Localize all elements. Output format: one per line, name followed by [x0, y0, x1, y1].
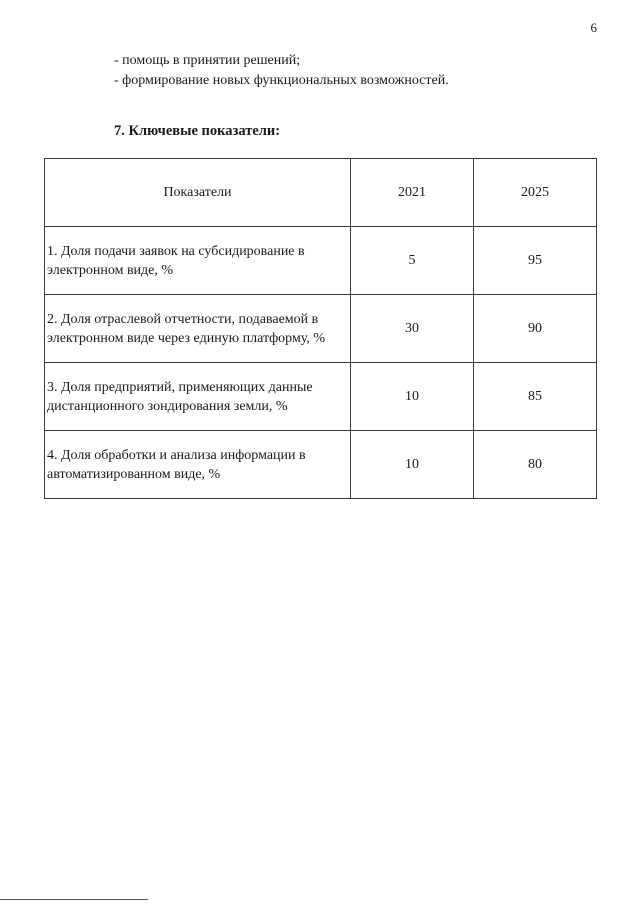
table-row [45, 227, 597, 295]
table-header-row [45, 159, 597, 227]
column-header-2025: 2025 [474, 159, 597, 227]
indicator-name: 4. Доля обработки и анализа информации в автоматизированном виде, % [45, 431, 351, 499]
table-row [45, 431, 597, 499]
indicator-name: 1. Доля подачи заявок на субсидирование в электронном виде, % [45, 227, 351, 295]
bullet-item-decision-support: - помощь в принятии решений; [114, 53, 301, 68]
bullet-list [114, 51, 449, 91]
indicator-name: 3. Доля предприятий, применяющих данные дистанционного зондирования земли, % [45, 363, 351, 431]
indicator-name: 2. Доля отраслевой отчетности, подаваемой в электронном виде через единую платформу, % [45, 295, 351, 363]
table-row [45, 363, 597, 431]
value-2025: 85 [474, 363, 597, 431]
value-2021: 30 [351, 295, 474, 363]
value-2021: 5 [351, 227, 474, 295]
value-2021: 10 [351, 431, 474, 499]
section-heading: 7. Ключевые показатели: [114, 123, 281, 139]
bullet-item-new-capabilities: - формирование новых функциональных возможностей. [114, 73, 449, 88]
value-2025: 95 [474, 227, 597, 295]
footnote-separator [0, 899, 148, 900]
value-2021: 10 [351, 363, 474, 431]
value-2025: 90 [474, 295, 597, 363]
column-header-2021: 2021 [351, 159, 474, 227]
key-indicators-table [44, 158, 597, 499]
table-row [45, 295, 597, 363]
column-header-indicators: Показатели [45, 159, 351, 227]
page-number: 6 [590, 20, 597, 35]
value-2025: 80 [474, 431, 597, 499]
